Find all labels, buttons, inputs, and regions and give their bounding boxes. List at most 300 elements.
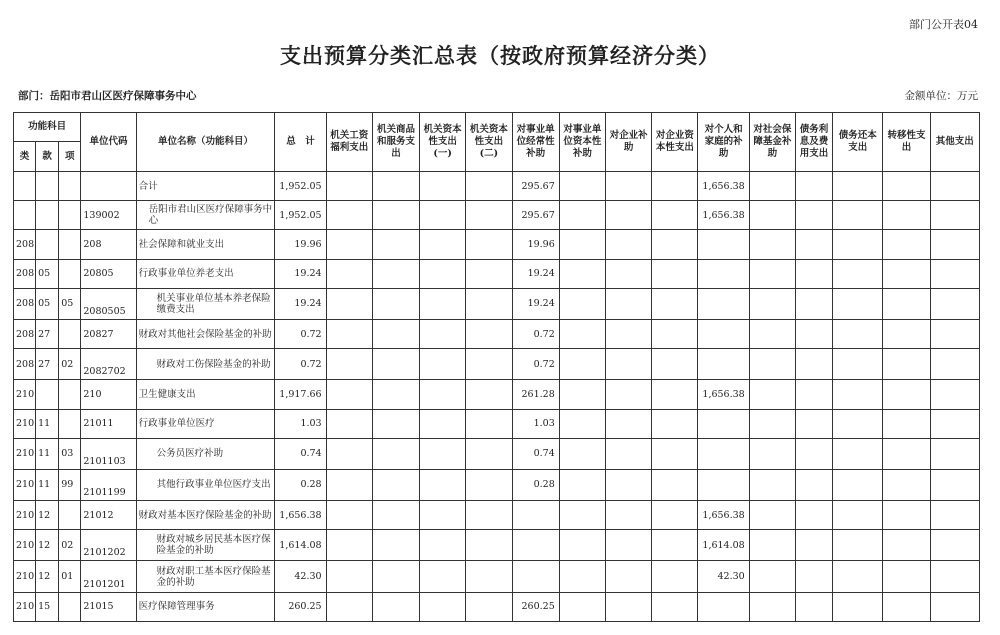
cell-unit-name: 行政事业单位医疗 (136, 409, 275, 438)
cell-c14 (930, 288, 979, 319)
cell-c11 (795, 380, 832, 409)
cell-kuan (36, 380, 59, 409)
cell-c1 (326, 469, 372, 500)
header-lei: 类 (14, 142, 36, 172)
cell-unit-code: 210 (81, 380, 136, 409)
cell-c10 (749, 349, 795, 380)
cell-kuan: 11 (36, 409, 59, 438)
cell-c10 (749, 380, 795, 409)
cell-c4 (466, 530, 512, 561)
cell-unit-code: 2080505 (81, 288, 136, 319)
cell-c1 (326, 409, 372, 438)
header-c2: 机关商品和服务支出 (372, 113, 419, 172)
cell-c8 (652, 469, 698, 500)
cell-lei: 208 (14, 288, 36, 319)
cell-unit-name: 社会保障和就业支出 (136, 230, 275, 259)
cell-c4 (466, 319, 512, 348)
cell-c10 (749, 172, 795, 201)
cell-c4 (466, 469, 512, 500)
cell-c4 (466, 561, 512, 592)
cell-xiang (59, 409, 81, 438)
cell-c5: 1.03 (512, 409, 559, 438)
cell-c13 (883, 230, 930, 259)
cell-c4 (466, 230, 512, 259)
cell-c4 (466, 172, 512, 201)
cell-c12 (833, 438, 883, 469)
cell-c14 (930, 380, 979, 409)
cell-lei: 210 (14, 501, 36, 530)
cell-c11 (795, 438, 832, 469)
table-row (14, 438, 980, 469)
cell-c1 (326, 501, 372, 530)
cell-c12 (833, 259, 883, 288)
cell-c7 (606, 469, 652, 500)
cell-c13 (883, 259, 930, 288)
cell-c6 (559, 501, 605, 530)
department-label: 部门：岳阳市君山区医疗保障事务中心 (18, 90, 197, 102)
cell-c8 (652, 288, 698, 319)
cell-total: 1,614.08 (275, 530, 326, 561)
cell-c12 (833, 561, 883, 592)
cell-c3 (420, 172, 466, 201)
cell-c13 (883, 469, 930, 500)
cell-c11 (795, 201, 832, 230)
cell-total: 0.28 (275, 469, 326, 500)
cell-c12 (833, 380, 883, 409)
cell-unit-name: 其他行政事业单位医疗支出 (136, 469, 275, 500)
cell-c6 (559, 259, 605, 288)
cell-c10 (749, 438, 795, 469)
cell-c13 (883, 592, 930, 621)
cell-c1 (326, 380, 372, 409)
header-unit-name: 单位名称（功能科目） (136, 113, 275, 172)
cell-c10 (749, 230, 795, 259)
cell-total: 0.72 (275, 319, 326, 348)
cell-c9 (698, 469, 749, 500)
cell-c5: 0.28 (512, 469, 559, 500)
cell-unit-name: 卫生健康支出 (136, 380, 275, 409)
cell-c5: 0.72 (512, 349, 559, 380)
cell-c5: 0.74 (512, 438, 559, 469)
cell-c1 (326, 319, 372, 348)
cell-c9: 1,614.08 (698, 530, 749, 561)
cell-c2 (372, 349, 419, 380)
cell-kuan: 12 (36, 561, 59, 592)
table-row (14, 172, 980, 201)
cell-c1 (326, 259, 372, 288)
table-row (14, 259, 980, 288)
cell-total: 1,656.38 (275, 501, 326, 530)
cell-total: 19.24 (275, 288, 326, 319)
cell-unit-name: 医疗保障管理事务 (136, 592, 275, 621)
cell-c4 (466, 592, 512, 621)
cell-c1 (326, 201, 372, 230)
cell-lei: 210 (14, 409, 36, 438)
cell-total: 42.30 (275, 561, 326, 592)
cell-c14 (930, 592, 979, 621)
table-row (14, 319, 980, 348)
cell-c13 (883, 438, 930, 469)
cell-c9 (698, 319, 749, 348)
cell-xiang (59, 380, 81, 409)
cell-c14 (930, 230, 979, 259)
header-c5: 对事业单位经常性补助 (512, 113, 559, 172)
cell-c2 (372, 501, 419, 530)
cell-c11 (795, 349, 832, 380)
cell-unit-code: 2101103 (81, 438, 136, 469)
cell-c5: 19.96 (512, 230, 559, 259)
cell-lei (14, 201, 36, 230)
cell-c2 (372, 201, 419, 230)
cell-c13 (883, 288, 930, 319)
table-row (14, 230, 980, 259)
amount-unit-label: 金额单位：万元 (904, 90, 978, 102)
cell-c2 (372, 259, 419, 288)
cell-c9 (698, 230, 749, 259)
cell-c11 (795, 561, 832, 592)
table-body (14, 172, 980, 622)
cell-c8 (652, 501, 698, 530)
cell-c14 (930, 409, 979, 438)
cell-c9 (698, 349, 749, 380)
header-c10: 对社会保障基金补助 (749, 113, 795, 172)
cell-c5 (512, 530, 559, 561)
cell-c4 (466, 501, 512, 530)
cell-c12 (833, 530, 883, 561)
cell-c2 (372, 319, 419, 348)
cell-c13 (883, 319, 930, 348)
cell-c11 (795, 409, 832, 438)
cell-c2 (372, 230, 419, 259)
cell-c13 (883, 349, 930, 380)
cell-c4 (466, 438, 512, 469)
cell-unit-name: 行政事业单位养老支出 (136, 259, 275, 288)
cell-kuan: 12 (36, 501, 59, 530)
cell-c6 (559, 349, 605, 380)
cell-xiang: 01 (59, 561, 81, 592)
cell-c6 (559, 230, 605, 259)
header-c11: 债务利息及费用支出 (795, 113, 832, 172)
cell-c12 (833, 349, 883, 380)
cell-c7 (606, 438, 652, 469)
cell-c13 (883, 501, 930, 530)
cell-c11 (795, 172, 832, 201)
cell-c9: 1,656.38 (698, 201, 749, 230)
header-c12: 债务还本支出 (833, 113, 883, 172)
cell-c8 (652, 201, 698, 230)
cell-c6 (559, 172, 605, 201)
cell-c2 (372, 530, 419, 561)
cell-c7 (606, 409, 652, 438)
cell-c11 (795, 230, 832, 259)
cell-c3 (420, 409, 466, 438)
cell-c8 (652, 409, 698, 438)
cell-lei: 208 (14, 230, 36, 259)
cell-c9 (698, 592, 749, 621)
cell-c10 (749, 288, 795, 319)
table-row (14, 288, 980, 319)
cell-xiang: 03 (59, 438, 81, 469)
cell-c10 (749, 592, 795, 621)
cell-c6 (559, 592, 605, 621)
cell-c7 (606, 349, 652, 380)
cell-c8 (652, 230, 698, 259)
cell-c6 (559, 319, 605, 348)
cell-c4 (466, 201, 512, 230)
cell-c14 (930, 530, 979, 561)
cell-c5: 19.24 (512, 288, 559, 319)
cell-c12 (833, 501, 883, 530)
cell-total: 19.96 (275, 230, 326, 259)
cell-c6 (559, 288, 605, 319)
cell-c9 (698, 259, 749, 288)
cell-total: 260.25 (275, 592, 326, 621)
cell-c12 (833, 319, 883, 348)
cell-c3 (420, 380, 466, 409)
cell-unit-code: 2082702 (81, 349, 136, 380)
table-row (14, 561, 980, 592)
cell-c7 (606, 259, 652, 288)
cell-c10 (749, 201, 795, 230)
cell-c6 (559, 380, 605, 409)
cell-kuan: 11 (36, 438, 59, 469)
cell-c8 (652, 349, 698, 380)
cell-c7 (606, 319, 652, 348)
table-row (14, 501, 980, 530)
header-xiang: 项 (59, 142, 81, 172)
cell-c11 (795, 530, 832, 561)
cell-xiang: 02 (59, 349, 81, 380)
cell-total: 1.03 (275, 409, 326, 438)
cell-total: 0.74 (275, 438, 326, 469)
cell-c8 (652, 592, 698, 621)
cell-c9 (698, 438, 749, 469)
cell-c1 (326, 438, 372, 469)
cell-kuan: 12 (36, 530, 59, 561)
header-c3: 机关资本性支出(一) (420, 113, 466, 172)
cell-c6 (559, 469, 605, 500)
cell-c2 (372, 438, 419, 469)
cell-c12 (833, 172, 883, 201)
cell-c12 (833, 201, 883, 230)
cell-c3 (420, 469, 466, 500)
cell-c13 (883, 530, 930, 561)
cell-c3 (420, 259, 466, 288)
cell-c13 (883, 380, 930, 409)
cell-c13 (883, 561, 930, 592)
cell-unit-code: 20827 (81, 319, 136, 348)
header-kuan: 款 (36, 142, 59, 172)
header-c9: 对个人和家庭的补助 (698, 113, 749, 172)
header-c13: 转移性支出 (883, 113, 930, 172)
cell-c7 (606, 380, 652, 409)
cell-kuan (36, 172, 59, 201)
cell-kuan: 05 (36, 288, 59, 319)
cell-c1 (326, 288, 372, 319)
cell-c5: 295.67 (512, 201, 559, 230)
cell-c4 (466, 409, 512, 438)
cell-c11 (795, 319, 832, 348)
cell-c7 (606, 288, 652, 319)
cell-c13 (883, 201, 930, 230)
cell-c13 (883, 172, 930, 201)
cell-kuan: 05 (36, 259, 59, 288)
cell-c12 (833, 409, 883, 438)
cell-total: 1,917.66 (275, 380, 326, 409)
cell-c14 (930, 501, 979, 530)
cell-kuan (36, 230, 59, 259)
cell-unit-code (81, 172, 136, 201)
cell-c14 (930, 469, 979, 500)
cell-lei: 210 (14, 592, 36, 621)
cell-c5 (512, 501, 559, 530)
cell-xiang (59, 230, 81, 259)
page-title: 支出预算分类汇总表（按政府预算经济分类） (280, 43, 720, 68)
cell-c14 (930, 561, 979, 592)
cell-xiang: 99 (59, 469, 81, 500)
cell-c3 (420, 288, 466, 319)
cell-unit-name: 公务员医疗补助 (136, 438, 275, 469)
cell-c5 (512, 561, 559, 592)
cell-c12 (833, 592, 883, 621)
cell-xiang (59, 201, 81, 230)
cell-c2 (372, 380, 419, 409)
cell-c7 (606, 530, 652, 561)
cell-unit-name: 财政对工伤保险基金的补助 (136, 349, 275, 380)
cell-c2 (372, 469, 419, 500)
cell-xiang: 05 (59, 288, 81, 319)
cell-c10 (749, 501, 795, 530)
cell-xiang: 02 (59, 530, 81, 561)
table-row (14, 592, 980, 621)
cell-c4 (466, 259, 512, 288)
cell-lei: 210 (14, 469, 36, 500)
cell-c6 (559, 530, 605, 561)
cell-c10 (749, 259, 795, 288)
cell-c12 (833, 230, 883, 259)
cell-unit-code: 2101201 (81, 561, 136, 592)
cell-c13 (883, 409, 930, 438)
cell-c7 (606, 592, 652, 621)
cell-total: 19.24 (275, 259, 326, 288)
cell-c9 (698, 409, 749, 438)
cell-c2 (372, 561, 419, 592)
cell-lei: 210 (14, 561, 36, 592)
cell-unit-name: 机关事业单位基本养老保险缴费支出 (136, 288, 275, 319)
table-row (14, 409, 980, 438)
cell-c14 (930, 259, 979, 288)
cell-xiang (59, 592, 81, 621)
cell-c6 (559, 438, 605, 469)
cell-c3 (420, 201, 466, 230)
cell-c4 (466, 380, 512, 409)
cell-c9: 1,656.38 (698, 172, 749, 201)
cell-total: 1,952.05 (275, 201, 326, 230)
cell-c12 (833, 469, 883, 500)
cell-c3 (420, 530, 466, 561)
cell-unit-name: 财政对城乡居民基本医疗保险基金的补助 (136, 530, 275, 561)
cell-c8 (652, 172, 698, 201)
cell-c14 (930, 319, 979, 348)
cell-c3 (420, 592, 466, 621)
table-row (14, 201, 980, 230)
table-row (14, 530, 980, 561)
cell-unit-name: 岳阳市君山区医疗保障事务中心 (136, 201, 275, 230)
cell-lei: 210 (14, 380, 36, 409)
cell-kuan (36, 201, 59, 230)
cell-unit-code: 2101202 (81, 530, 136, 561)
cell-kuan: 27 (36, 319, 59, 348)
cell-c4 (466, 288, 512, 319)
cell-c7 (606, 172, 652, 201)
cell-c10 (749, 319, 795, 348)
header-c8: 对企业资本性支出 (652, 113, 698, 172)
cell-c10 (749, 409, 795, 438)
cell-c1 (326, 230, 372, 259)
header-c1: 机关工资福利支出 (326, 113, 372, 172)
cell-kuan: 15 (36, 592, 59, 621)
cell-c5: 261.28 (512, 380, 559, 409)
cell-c9: 1,656.38 (698, 501, 749, 530)
cell-c1 (326, 172, 372, 201)
cell-c3 (420, 349, 466, 380)
cell-c10 (749, 469, 795, 500)
cell-c2 (372, 409, 419, 438)
table-row (14, 469, 980, 500)
cell-c11 (795, 259, 832, 288)
cell-unit-code: 139002 (81, 201, 136, 230)
cell-c6 (559, 409, 605, 438)
cell-c3 (420, 501, 466, 530)
cell-lei: 208 (14, 349, 36, 380)
cell-c3 (420, 561, 466, 592)
table-row (14, 380, 980, 409)
cell-c14 (930, 349, 979, 380)
cell-c11 (795, 288, 832, 319)
header-unit-code: 单位代码 (81, 113, 136, 172)
cell-c14 (930, 438, 979, 469)
cell-unit-name: 财政对其他社会保险基金的补助 (136, 319, 275, 348)
cell-c3 (420, 319, 466, 348)
cell-unit-code: 21015 (81, 592, 136, 621)
cell-c3 (420, 438, 466, 469)
cell-c2 (372, 288, 419, 319)
header-c14: 其他支出 (930, 113, 979, 172)
cell-kuan: 11 (36, 469, 59, 500)
cell-c10 (749, 530, 795, 561)
cell-c3 (420, 230, 466, 259)
cell-c10 (749, 561, 795, 592)
cell-c9 (698, 288, 749, 319)
cell-lei: 208 (14, 319, 36, 348)
cell-c6 (559, 201, 605, 230)
cell-xiang (59, 501, 81, 530)
header-c7: 对企业补助 (606, 113, 652, 172)
cell-c1 (326, 530, 372, 561)
cell-c7 (606, 230, 652, 259)
cell-c8 (652, 561, 698, 592)
header-c6: 对事业单位资本性补助 (559, 113, 605, 172)
cell-xiang (59, 319, 81, 348)
cell-c9: 1,656.38 (698, 380, 749, 409)
cell-unit-code: 20805 (81, 259, 136, 288)
cell-unit-name: 财政对职工基本医疗保险基金的补助 (136, 561, 275, 592)
cell-lei: 210 (14, 530, 36, 561)
cell-c8 (652, 259, 698, 288)
cell-c2 (372, 172, 419, 201)
cell-total: 1,952.05 (275, 172, 326, 201)
cell-kuan: 27 (36, 349, 59, 380)
